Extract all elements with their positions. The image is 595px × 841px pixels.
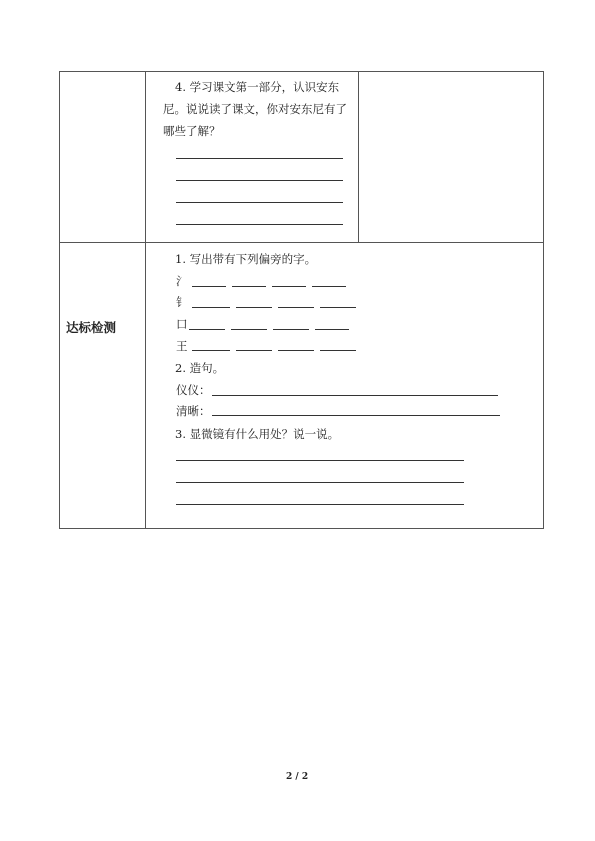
radical-blank[interactable] bbox=[320, 307, 356, 308]
answer-line[interactable] bbox=[176, 202, 343, 203]
answer-line[interactable] bbox=[176, 504, 464, 505]
column-divider-left bbox=[145, 71, 146, 529]
radical-blank[interactable] bbox=[272, 286, 306, 287]
radical-blank[interactable] bbox=[320, 350, 356, 351]
question-4-line-3: 哪些了解？ bbox=[163, 124, 221, 138]
answer-line[interactable] bbox=[176, 224, 343, 225]
radical-4: 王 bbox=[176, 339, 188, 353]
radical-blank[interactable] bbox=[232, 286, 266, 287]
column-divider-right bbox=[358, 71, 359, 242]
question-4-line-2: 尼。说说读了课文，你对安东尼有了 bbox=[163, 102, 347, 116]
radical-blank[interactable] bbox=[273, 329, 309, 330]
answer-line[interactable] bbox=[176, 180, 343, 181]
answer-line[interactable] bbox=[176, 482, 464, 483]
page-number: 2 / 2 bbox=[286, 772, 309, 782]
radical-3: 口 bbox=[176, 317, 188, 331]
word-1-label: 仪仪： bbox=[176, 383, 211, 397]
radical-blank[interactable] bbox=[312, 286, 346, 287]
radical-blank[interactable] bbox=[278, 350, 314, 351]
radical-2: 钅 bbox=[176, 295, 188, 309]
radical-1: 氵 bbox=[176, 274, 188, 288]
radical-blank[interactable] bbox=[192, 286, 226, 287]
radical-blank[interactable] bbox=[236, 350, 272, 351]
radical-blank[interactable] bbox=[189, 329, 225, 330]
question-4-line-1: 4. 学习课文第一部分，认识安东 bbox=[175, 80, 340, 94]
radical-blank[interactable] bbox=[231, 329, 267, 330]
answer-line[interactable] bbox=[176, 460, 464, 461]
answer-line[interactable] bbox=[176, 158, 343, 159]
question-1: 1. 写出带有下列偏旁的字。 bbox=[175, 252, 317, 266]
radical-blank[interactable] bbox=[278, 307, 314, 308]
sentence-blank[interactable] bbox=[212, 395, 498, 396]
row-divider bbox=[59, 242, 544, 243]
question-3: 3. 显微镜有什么用处？说一说。 bbox=[175, 427, 340, 441]
question-2: 2. 造句。 bbox=[175, 361, 225, 375]
radical-blank[interactable] bbox=[192, 307, 230, 308]
sentence-blank[interactable] bbox=[212, 415, 500, 416]
radical-blank[interactable] bbox=[315, 329, 349, 330]
radical-blank[interactable] bbox=[192, 350, 230, 351]
radical-blank[interactable] bbox=[236, 307, 272, 308]
section-label: 达标检测 bbox=[66, 320, 117, 335]
word-2-label: 清晰： bbox=[176, 404, 211, 418]
